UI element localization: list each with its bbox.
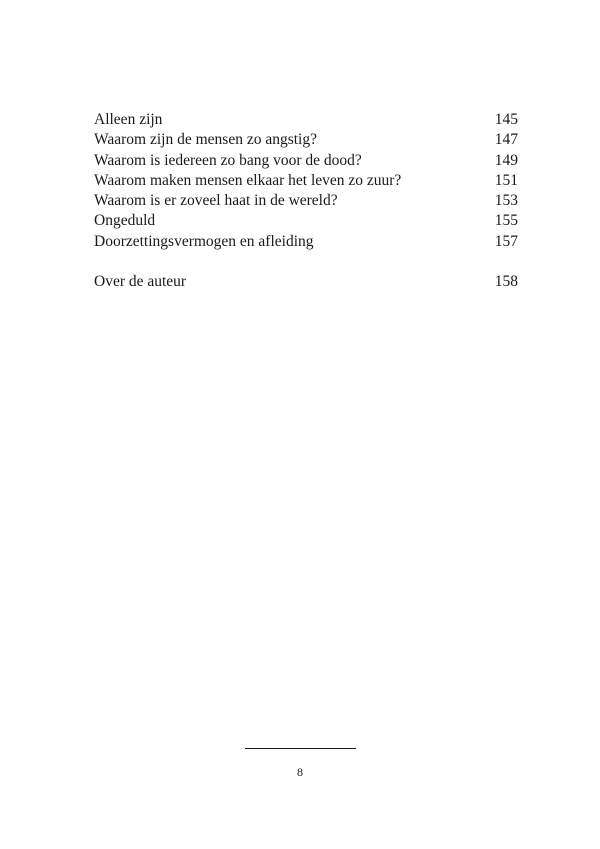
table-of-contents [94, 110, 518, 292]
toc-entry-page: 157 [494, 232, 518, 250]
toc-entry [94, 130, 518, 150]
toc-entry [94, 171, 518, 191]
toc-entry-page: 145 [494, 111, 518, 128]
toc-entry-title: Over de auteur [94, 273, 187, 291]
toc-section-gap [94, 252, 518, 272]
toc-entry-title: Ongeduld [94, 212, 156, 230]
toc-entry-title: Waarom maken mensen elkaar het leven zo zuur? [94, 171, 402, 189]
toc-entry-title: Alleen zijn [94, 111, 163, 128]
toc-entry-page: 158 [494, 273, 518, 291]
toc-entry [94, 110, 518, 130]
page-number: 8 [297, 765, 303, 779]
toc-entry-page: 155 [494, 212, 518, 230]
toc-entry-title: Doorzettingsvermogen en afleiding [94, 232, 314, 250]
toc-entry-page: 153 [494, 192, 518, 210]
toc-entry-page: 147 [494, 131, 518, 149]
toc-entry-title: Waarom is iedereen zo bang voor de dood? [94, 151, 362, 169]
toc-entry-appendix [94, 272, 518, 292]
footer-rule [245, 748, 356, 749]
toc-entry-title: Waarom zijn de mensen zo angstig? [94, 131, 317, 149]
toc-entry-page: 151 [494, 171, 518, 189]
toc-entry [94, 211, 518, 231]
toc-entry [94, 191, 518, 211]
toc-entry [94, 232, 518, 252]
toc-entry-title: Waarom is er zoveel haat in de wereld? [94, 192, 338, 210]
toc-entry-page: 149 [494, 151, 518, 169]
toc-entry [94, 151, 518, 171]
